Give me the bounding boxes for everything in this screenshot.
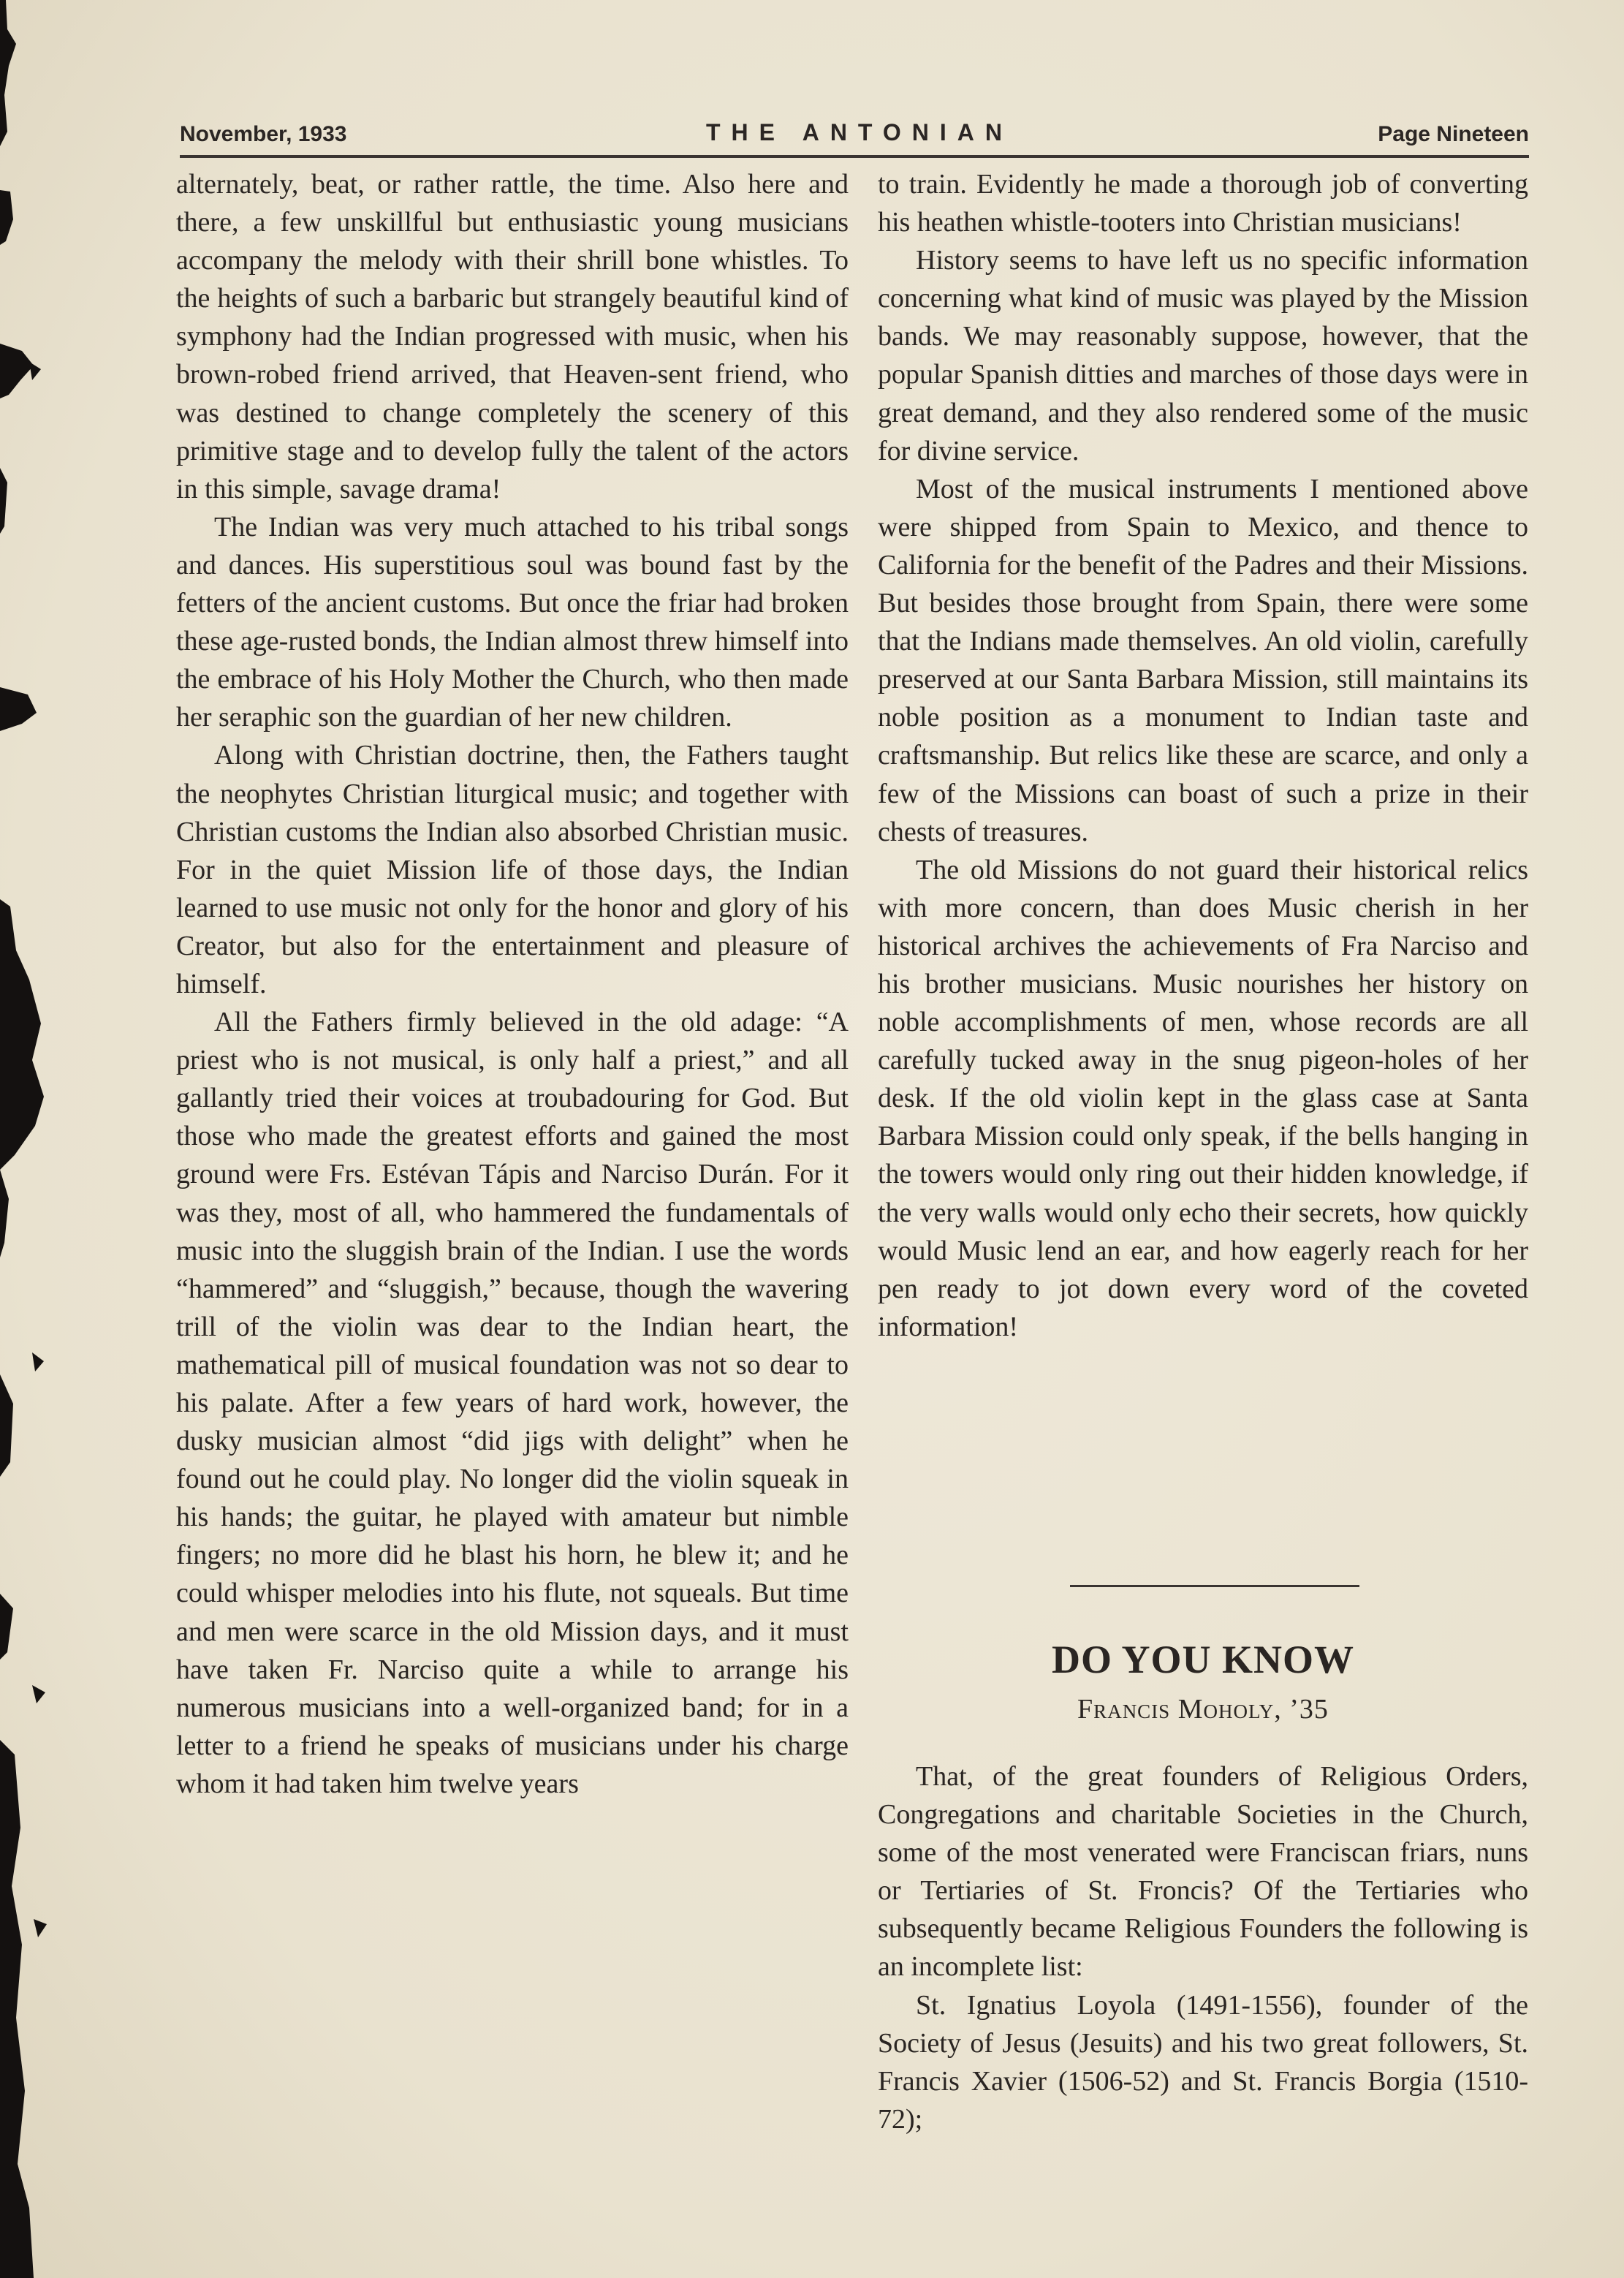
left-column — [176, 165, 849, 1803]
running-header — [180, 119, 1529, 150]
paragraph: The Indian was very much attached to his tribal songs and dances. His superstitious soul was bound fast by the fetters of the ancient customs. But once the friar had broken these age-rusted bonds, the Indian almost threw himself into the embrace of his Holy Mother the Church, who then made her seraphic son the guardian of her new children. — [176, 511, 849, 733]
paragraph: St. Ignatius Loyola (1491-1556), founder of the Society of Jesus (Jesuits) and his two great followers, St. Francis Xavier (1506-52) and St. Francis Borgia (1510-72); — [878, 1989, 1528, 2135]
article-body — [878, 1757, 1528, 2138]
magazine-title: THE ANTONIAN — [706, 119, 1013, 145]
article-byline: Francis Moholy, ’35 — [1077, 1694, 1329, 1725]
section-divider — [1070, 1585, 1359, 1587]
issue-date: November, 1933 — [180, 122, 347, 146]
paragraph: The old Missions do not guard their historical relics with more concern, than does Music cherish in her historical archives the achievements of Fra Narciso and his brother musicians. Music nourishes her history on noble accomplishments of men, whose records are all carefully tucked away in the snug pigeon-holes of her desk. If the old violin kept in the glass case at Santa Barbara Mission could only speak, if the bells hanging in the towers would only ring out their hidden knowledge, if the very walls would only echo their secrets, how quickly would Music lend an ear, and how eagerly reach for her pen ready to jot down every word of the coveted information! — [878, 854, 1528, 1342]
paragraph: All the Fathers firmly believed in the old adage: “A priest who is not musical, is only half a priest,” and all gallantly tried their voices at troubadouring for God. But those who made the greatest efforts and gained the most ground were Frs. Estévan Tápis and Narciso Durán. For it was they, most of all, who hammered the fundamentals of music into the sluggish brain of the Indian. I use the words “hammered” and “sluggish,” because, though the wavering trill of the violin was dear to the Indian heart, the mathematical pill of musical foundation was not so dear to his palate. After a few years of hard work, however, the dusky musician almost “did jigs with delight” when he found out he could play. No longer did the violin squeak in his hands; the guitar, he played with amateur but nimble fingers; no more did he blast his horn, he blew it; and he could whisper melodies into his flute, not squeals. But time and men were scarce in the old Mission days, and it must have taken Fr. Narciso quite a while to arrange his numerous musicians into a well-organized band; for in a letter to a friend he speaks of musicians under his charge whom it had taken him twelve years — [176, 1007, 849, 1799]
torn-binding-edge — [0, 0, 80, 2278]
right-column — [878, 165, 1528, 1346]
paragraph: History seems to have left us no specific information concerning what kind of music was played by the Mission bands. We may reasonably suppose, however, that the popular Spanish ditties and marches of those days were in great demand, and they also rendered some of the music for divine service. — [878, 245, 1528, 466]
paragraph: That, of the great founders of Religious Orders, Congregations and charitable Societies in the Church, some of the most venerated were Franciscan friars, nuns or Tertiaries of St. Froncis? Of the Tertiaries who subsequently became Religious Founders the following is an incomplete list: — [878, 1761, 1528, 1983]
article-title: DO YOU KNOW — [1052, 1638, 1354, 1681]
paragraph: alternately, beat, or rather rattle, the time. Also here and there, a few unskillful but enthusiastic young musicians accompany the melody with their shrill bone whistles. To the heights of such a barbaric but strangely beautiful kind of symphony had the Indian progressed with music, when his brown-robed friend arrived, that Heaven-sent friend, who was destined to change completely the scenery of this primitive stage and to develop fully the talent of the actors in this simple, savage drama! — [176, 169, 849, 504]
paragraph: to train. Evidently he made a thorough job of converting his heathen whistle-tooters into Christian musicians! — [878, 169, 1528, 238]
paragraph: Along with Christian doctrine, then, the Fathers taught the neophytes Christian liturgical music; and together with Christian customs the Indian also absorbed Christian music. For in the quiet Mission life of those days, the Indian learned to use music not only for the honor and glory of his Creator, but also for the entertainment and pleasure of himself. — [176, 740, 849, 999]
page-number: Page Nineteen — [1378, 122, 1529, 146]
paragraph: Most of the musical instruments I mentioned above were shipped from Spain to Mexico, and thence to California for the benefit of the Padres and their Missions. But besides those brought from Spain, there were some that the Indians made themselves. An old violin, carefully preserved at our Santa Barbara Mission, still maintains its noble position as a monument to Indian taste and craftsmanship. But relics like these are scarce, and only a few of the Missions can boast of such a prize in their chests of treasures. — [878, 473, 1528, 847]
header-rule — [180, 155, 1529, 158]
